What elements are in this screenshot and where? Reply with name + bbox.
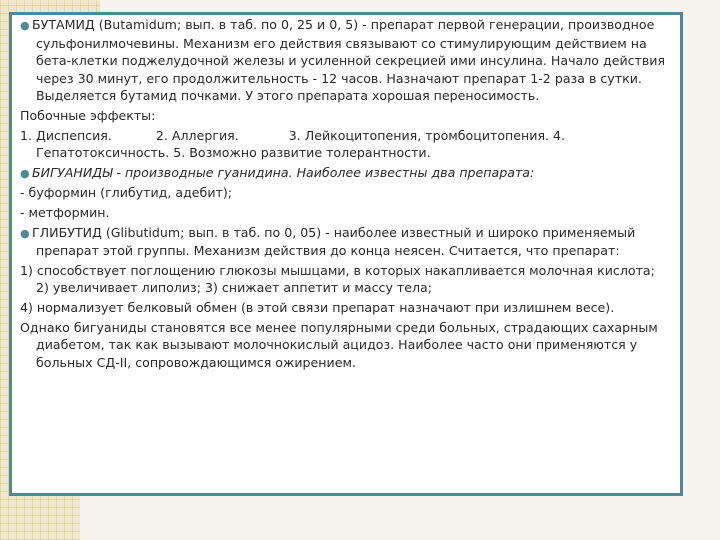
effect-4-text: 4) нормализует белковый обмен (в этой связи препарат назначают при излишнем весе).: [20, 299, 615, 315]
bullet-icon: ●: [20, 226, 30, 240]
paragraph-side-effects-list: [20, 127, 666, 162]
paragraph-biguanides: [20, 164, 666, 183]
bullet-icon: ●: [20, 166, 30, 180]
side-effect-3-5: 3. Лейкоцитопения, тромбоцитопения. 4. Гепатотоксичность. 5. Возможно развитие толерантности.: [36, 127, 566, 161]
buformin-text: - буформин (глибутид, адебит);: [20, 185, 232, 201]
paragraph-buformin: [20, 184, 666, 202]
paragraph-side-effects-heading: [20, 107, 666, 125]
paragraph-butamid: [20, 16, 666, 105]
bullet-icon: ●: [20, 19, 30, 32]
conclusion-text: Однако бигуаниды становятся все менее популярными среди больных, страдающих сахарным диабетом, так как вызывают молочнокислый ацидоз. Наиболее часто они применяются у больных СД-II, сопровождающимся ожирением.: [20, 319, 658, 370]
paragraph-biguanides-text: БИГУАНИДЫ - производные гуанидина. Наиболее известны два препарата:: [32, 164, 535, 180]
effects-1-3-text: 1) способствует поглощению глюкозы мышцами, в которых накапливается молочная кислота; 2) увеличивает липолиз; 3) снижает аппетит и массу тела;: [20, 262, 655, 296]
slide-text-box: [9, 12, 683, 496]
paragraph-glibutid-text: ГЛИБУТИД (Glibutidum; вып. в таб. по 0, 05) - наиболее известный и широко применяемый препарат этой группы. Механизм действия до конца неясен. Считается, что препарат:: [32, 224, 636, 259]
paragraph-effects-1-3: [20, 262, 666, 297]
paragraph-metformin: [20, 204, 666, 222]
side-effect-2: 2. Аллергия.: [155, 127, 239, 143]
side-effects-heading-text: Побочные эффекты:: [20, 107, 156, 123]
paragraph-conclusion: [20, 319, 666, 372]
paragraph-butamid-text: БУТАМИД (Butamidum; вып. в таб. по 0, 25 и 0, 5) - препарат первой генерации, производное сульфонилмочевины. Механизм его действия связывают со стимулирующим действием на бета-клетки поджелудочной железы и усиленной секрецией ими инсулина. Начало действия через 30 минут, его продолжительность - 12 часов. Назначают препарат 1-2 раза в сутки. Выделяется бутамид почками. У этого препарата хорошая переносимость.: [32, 17, 666, 104]
metformin-text: - метформин.: [20, 204, 110, 220]
paragraph-effect-4: [20, 299, 666, 317]
paragraph-glibutid: [20, 224, 666, 260]
side-effect-1: 1. Диспепсия.: [20, 127, 112, 143]
